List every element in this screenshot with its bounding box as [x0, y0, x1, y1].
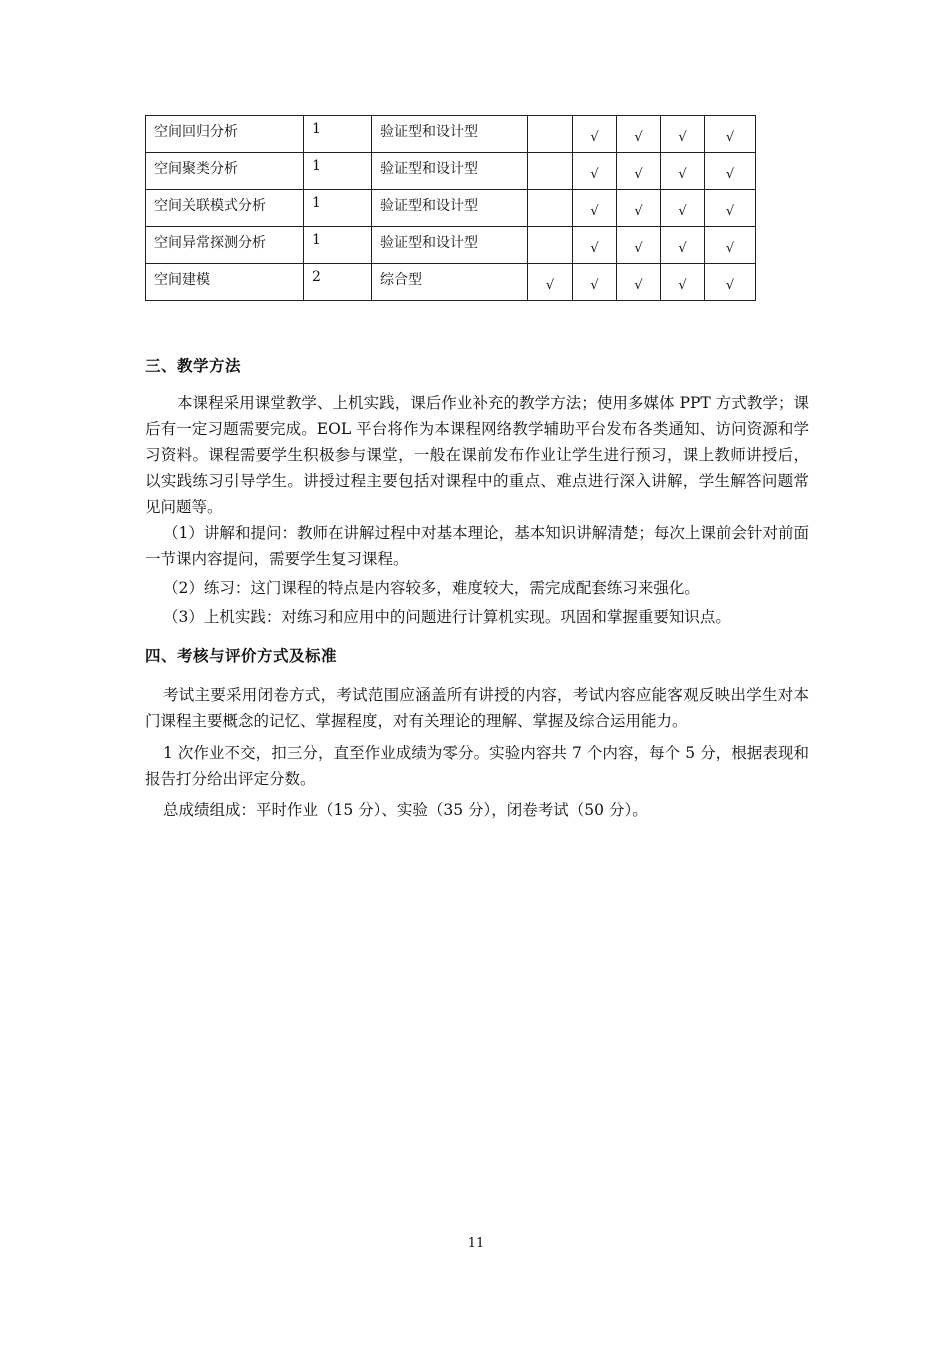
check-cell: √ — [617, 227, 661, 264]
check-cell: √ — [617, 190, 661, 227]
section-heading-teaching-methods: 三、教学方法 — [145, 357, 242, 375]
check-cell: √ — [661, 190, 705, 227]
experiment-type: 验证型和设计型 — [372, 153, 528, 190]
teaching-methods-intro: 本课程采用课堂教学、上机实践，课后作业补充的教学方法；使用多媒体 PPT 方式教学；课后有一定习题需要完成。EOL 平台将作为本课程网络教学辅助平台发布各类通知、访问资源和学习资料。课程需要学生积极参与课堂，一般在课前发布作业让学生进行预习，课上教师讲授后，以实践练习引导学生。讲授过程主要包括对课程中的重点、难点进行深入讲解，学生解答问题常见问题等。 — [145, 394, 809, 516]
experiment-name: 空间聚类分析 — [146, 153, 304, 190]
experiment-type: 验证型和设计型 — [372, 190, 528, 227]
check-cell: √ — [661, 116, 705, 153]
experiment-name: 空间异常探测分析 — [146, 227, 304, 264]
check-cell: √ — [661, 264, 705, 301]
teaching-method-item-1: （1）讲解和提问：教师在讲解过程中对基本理论，基本知识讲解清楚；每次上课前会针对前面一节课内容提问，需要学生复习课程。 — [145, 524, 809, 568]
check-cell: √ — [705, 190, 756, 227]
check-cell: √ — [705, 227, 756, 264]
experiment-hours: 2 — [304, 264, 372, 301]
page-number: 11 — [467, 1236, 485, 1251]
check-cell: √ — [573, 264, 617, 301]
check-cell: √ — [573, 116, 617, 153]
section-heading-assessment: 四、考核与评价方式及标准 — [145, 647, 338, 665]
check-cell: √ — [617, 116, 661, 153]
experiment-type: 综合型 — [372, 264, 528, 301]
check-cell — [528, 116, 573, 153]
check-cell: √ — [661, 153, 705, 190]
check-cell: √ — [528, 264, 573, 301]
assessment-paragraph-1: 考试主要采用闭卷方式，考试范围应涵盖所有讲授的内容，考试内容应能客观反映出学生对本门课程主要概念的记忆、掌握程度，对有关理论的理解、掌握及综合运用能力。 — [145, 686, 809, 730]
experiment-hours: 1 — [304, 153, 372, 190]
experiment-type: 验证型和设计型 — [372, 116, 528, 153]
check-cell: √ — [617, 153, 661, 190]
assessment-paragraph-3: 总成绩组成：平时作业（15 分）、实验（35 分），闭卷考试（50 分）。 — [163, 801, 648, 819]
check-cell: √ — [661, 227, 705, 264]
table-row — [146, 264, 756, 301]
check-cell: √ — [573, 190, 617, 227]
experiment-name: 空间关联模式分析 — [146, 190, 304, 227]
check-cell — [528, 227, 573, 264]
check-cell — [528, 153, 573, 190]
experiment-hours: 1 — [304, 227, 372, 264]
assessment-paragraph-2: 1 次作业不交，扣三分，直至作业成绩为零分。实验内容共 7 个内容，每个 5 分，根据表现和报告打分给出评定分数。 — [145, 744, 809, 788]
experiment-type: 验证型和设计型 — [372, 227, 528, 264]
table-row — [146, 116, 756, 153]
experiment-hours: 1 — [304, 116, 372, 153]
check-cell: √ — [705, 264, 756, 301]
teaching-method-item-2: （2）练习：这门课程的特点是内容较多，难度较大，需完成配套练习来强化。 — [163, 579, 700, 597]
table-row — [146, 190, 756, 227]
table-row — [146, 227, 756, 264]
check-cell: √ — [573, 227, 617, 264]
check-cell: √ — [705, 116, 756, 153]
check-cell — [528, 190, 573, 227]
experiment-hours: 1 — [304, 190, 372, 227]
check-cell: √ — [705, 153, 756, 190]
check-cell: √ — [573, 153, 617, 190]
teaching-method-item-3: （3）上机实践：对练习和应用中的问题进行计算机实现。巩固和掌握重要知识点。 — [163, 608, 731, 626]
check-cell: √ — [617, 264, 661, 301]
table-row — [146, 153, 756, 190]
experiment-name: 空间建模 — [146, 264, 304, 301]
experiment-table — [145, 115, 756, 301]
experiment-name: 空间回归分析 — [146, 116, 304, 153]
